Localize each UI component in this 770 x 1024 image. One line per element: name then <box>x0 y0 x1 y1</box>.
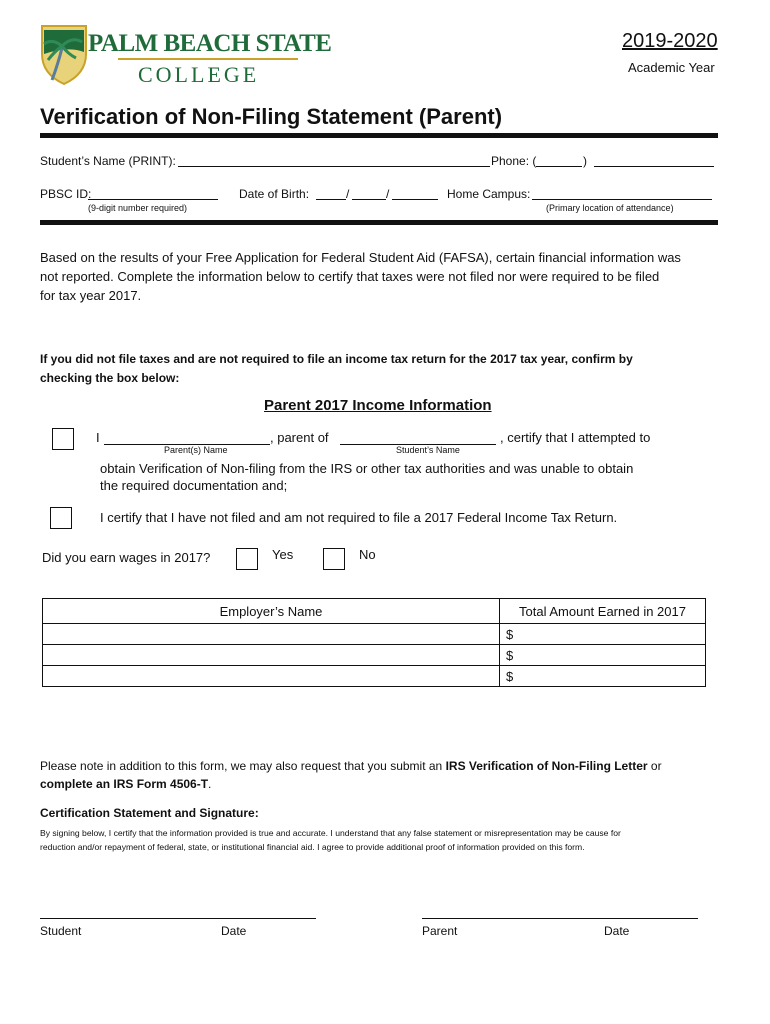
college-logo <box>38 24 332 88</box>
employer-name-cell[interactable] <box>43 645 500 666</box>
amount-cell[interactable]: $ <box>500 624 706 645</box>
dob-slash-1: / <box>346 187 350 201</box>
note-line-1 <box>40 757 730 775</box>
parent-date-label: Date <box>604 924 630 938</box>
note-bold-2: complete an IRS Form 4506-T <box>40 777 209 791</box>
amount-cell[interactable]: $ <box>500 666 706 687</box>
employer-name-cell[interactable] <box>43 666 500 687</box>
note-bold-1: IRS Verification of Non-Filing Letter <box>445 759 648 773</box>
home-campus-label: Home Campus: <box>447 187 531 201</box>
table-header-row <box>43 599 706 624</box>
home-campus-field[interactable] <box>532 199 712 200</box>
intro-line-1: Based on the results of your Free Application for Federal Student Aid (FAFSA), certain financial information was <box>40 250 681 265</box>
instruction-line-2: checking the box below: <box>40 371 180 385</box>
parent-signature-label: Parent <box>422 924 458 938</box>
dob-slash-2: / <box>386 187 390 201</box>
page-title: Verification of Non-Filing Statement (Parent) <box>40 104 503 129</box>
note-line-2 <box>40 775 730 793</box>
amount-cell[interactable]: $ <box>500 645 706 666</box>
cert-attempted-checkbox[interactable] <box>52 428 74 450</box>
employer-name-cell[interactable] <box>43 624 500 645</box>
palm-tree-icon <box>38 24 90 86</box>
cert1-parent-of: , parent of <box>270 430 329 445</box>
section-heading: Parent 2017 Income Information <box>264 397 492 414</box>
student-date-label: Date <box>221 924 247 938</box>
dob-label: Date of Birth: <box>239 187 310 201</box>
logo-line1: PALM BEACH STATE <box>88 30 332 57</box>
wages-yes-checkbox[interactable] <box>236 548 258 570</box>
phone-number-field[interactable] <box>594 166 714 167</box>
note-part-3: . <box>208 777 212 791</box>
cert1-line-2: obtain Verification of Non-filing from the IRS or other tax authorities and was unable to obtain <box>100 461 634 476</box>
student-name-label: Student’s Name (PRINT): <box>40 154 176 168</box>
student-signature-label: Student <box>40 924 82 938</box>
wages-no-checkbox[interactable] <box>323 548 345 570</box>
intro-line-2: not reported. Complete the information below to certify that taxes were not filed nor were required to be filed <box>40 269 660 284</box>
pbsc-id-hint: (9-digit number required) <box>88 203 188 213</box>
employer-table <box>42 598 706 687</box>
certification-heading: Certification Statement and Signature: <box>40 806 259 820</box>
amount-earned-header: Total Amount Earned in 2017 <box>500 599 706 624</box>
employer-name-header: Employer’s Name <box>43 599 500 624</box>
certification-line-1: By signing below, I certify that the information provided is true and accurate. I understand that any false statement or misrepresentation may be cause for <box>40 828 621 838</box>
table-row <box>43 666 706 687</box>
dob-year-field[interactable] <box>392 199 438 200</box>
intro-paragraph <box>40 248 730 305</box>
phone-label: Phone: ( <box>491 154 537 168</box>
pbsc-id-field[interactable] <box>88 199 218 200</box>
certification-line-2: reduction and/or repayment of federal, state, or institutional financial aid. I agree to provide additional proof of information provided on this form. <box>40 842 585 852</box>
wages-no-label: No <box>359 547 376 562</box>
logo-line2: COLLEGE <box>138 62 260 87</box>
parent-signature-line[interactable] <box>422 918 698 919</box>
note-paragraph <box>40 757 730 793</box>
wages-yes-label: Yes <box>272 547 294 562</box>
table-row <box>43 645 706 666</box>
academic-year-label: Academic Year <box>628 60 715 75</box>
cert-not-filed-checkbox[interactable] <box>50 507 72 529</box>
dob-month-field[interactable] <box>316 199 346 200</box>
cert1-certify: , certify that I attempted to <box>500 430 651 445</box>
intro-line-3: for tax year 2017. <box>40 288 142 303</box>
logo-underline <box>118 58 298 60</box>
student-name-hint: Student’s Name <box>396 445 460 455</box>
home-campus-hint: (Primary location of attendance) <box>546 203 674 213</box>
student-name-field[interactable] <box>178 166 490 167</box>
cert2-text: I certify that I have not filed and am not required to file a 2017 Federal Income Tax Return. <box>100 510 618 525</box>
parent-name-hint: Parent(s) Name <box>164 445 228 455</box>
phone-area-code-field[interactable] <box>536 166 582 167</box>
title-rule <box>40 133 718 138</box>
instruction-text <box>40 350 730 388</box>
table-row <box>43 624 706 645</box>
dob-day-field[interactable] <box>352 199 386 200</box>
certification-text <box>40 826 740 854</box>
cert1-line-3: the required documentation and; <box>100 478 288 493</box>
student-signature-line[interactable] <box>40 918 316 919</box>
pbsc-id-label: PBSC ID: <box>40 187 92 201</box>
wages-question: Did you earn wages in 2017? <box>42 550 211 565</box>
note-part-1: Please note in addition to this form, we may also request that you submit an <box>40 759 446 773</box>
academic-year: 2019-2020 <box>622 30 718 52</box>
phone-paren: ) <box>583 154 587 168</box>
instruction-line-1: If you did not file taxes and are not required to file an income tax return for the 2017 tax year, confirm by <box>40 352 633 366</box>
cert1-i: I <box>96 430 100 445</box>
fields-rule <box>40 220 718 225</box>
note-part-2: or <box>647 759 662 773</box>
